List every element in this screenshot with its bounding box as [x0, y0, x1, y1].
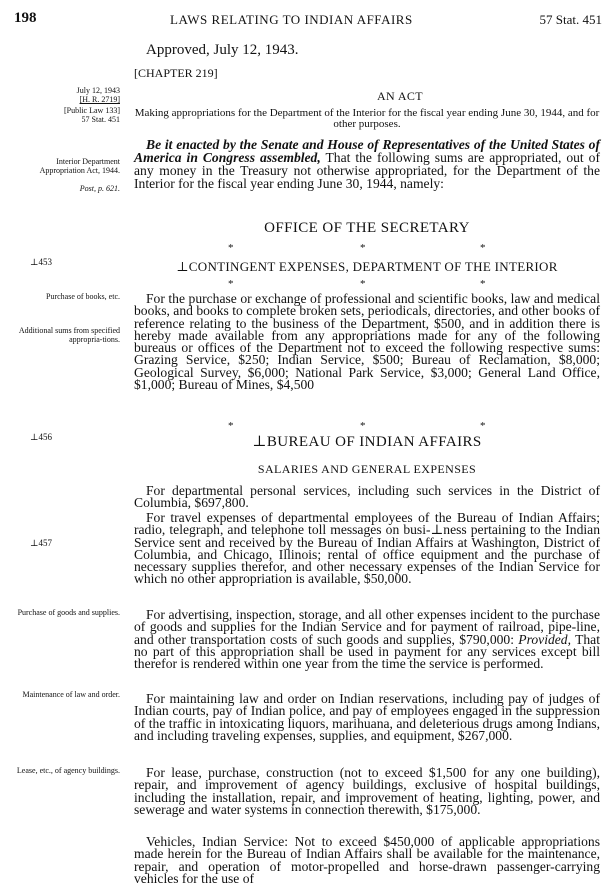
salaries-heading: SALARIES AND GENERAL EXPENSES — [257, 462, 477, 476]
office-heading: OFFICE OF THE SECRETARY — [264, 220, 470, 236]
page-number: 198 — [14, 10, 37, 26]
margin-mark-453: ⊥453 — [30, 257, 52, 267]
para-travel-expenses: For travel expenses of departmental employees of the Bureau of Indian Affairs; radio, telegraph, and telephone toll messages on busi-⊥ness pertaining to the Indian Service sent and received by the Bureau of Indian Affairs at Washington, District of Columbia, and Chicago, Illinois; rental of office equipment and the purchase of necessary supplies therefor, and other necessary expenses of the Indian Service for which no other appropriation is available, $50,000. — [134, 510, 600, 587]
margin-mark-456: ⊥456 — [30, 432, 52, 442]
enacting-clause-italic: Be it enacted by the Senate and House of Representatives of the United States of America in Congress assembled, — [134, 137, 600, 165]
star: * — [228, 420, 234, 432]
star: * — [480, 278, 486, 290]
star: * — [360, 242, 366, 254]
star: * — [480, 242, 486, 254]
proviso: Provided, — [518, 631, 572, 647]
sidenote-additional: Additional sums from specified appropria-tions. — [18, 326, 120, 344]
sidenote-law-order: Maintenance of law and order. — [22, 690, 120, 699]
para-lease: For lease, purchase, construction (not to exceed $1,500 for any one building), repair, and improvement of agency buildings, exclusive of hospital buildings, including the installation, repair, and improvement of heating, lighting, power, and sewerage and water systems in connection therewith, $175,000. — [134, 765, 600, 817]
bia-heading: ⊥BUREAU OF INDIAN AFFAIRS — [252, 434, 482, 450]
contingent-heading: ⊥CONTINGENT EXPENSES, DEPARTMENT OF THE INTERIOR — [176, 259, 558, 274]
sidenote-post: Post, p. 621. — [79, 184, 120, 193]
sidenote-goods: Purchase of goods and supplies. — [17, 608, 120, 617]
books-paragraph: For the purchase or exchange of professional and scientific books, law and medical books, and books to complete broken sets, periodicals, directories, and other books of reference relating to the business of the Department, $500, and in addition there is hereby made available from any appropriations made for any of the following bureaus or offices of the Department not to exceed the following respective sums: Grazing Service, $250; Indian Service, $500; Bureau of Reclamation, $8,000; Geological Survey, $6,000; National Park Service, $3,000; General Land Office, $1,000; Bureau of Mines, $4,500 — [134, 291, 600, 393]
act-description: Making appropriations for the Department of the Interior for the fiscal year ending June 30, 1944, and for other purposes. — [134, 107, 600, 130]
sidenote-bill: [H. R. 2719] — [79, 95, 120, 104]
star: * — [360, 278, 366, 290]
sidenote-public-law: [Public Law 133] — [64, 106, 120, 115]
para-law-order: For maintaining law and order on Indian reservations, including pay of judges of Indian courts, pay of Indian police, and pay of employees engaged in the suppression of the traffic in intoxicating liquors, marihuana, and deleterious drugs among Indians, and including traveling expenses, supplies, and equipment, $267,000. — [134, 691, 600, 743]
star: * — [228, 278, 234, 290]
star: * — [360, 420, 366, 432]
para-advertising-a: For advertising, inspection, storage, and all other expenses incident to the purchase of goods and supplies for the Indian Service and for payment of railroad, pipe-line, and other transportation costs of such goods and supplies, $790,000: — [134, 607, 600, 647]
sidenote-date: July 12, 1943 — [76, 86, 120, 95]
margin-mark-457: ⊥457 — [30, 538, 52, 548]
approved-date: Approved, July 12, 1943. — [146, 42, 299, 58]
chapter-label: [CHAPTER 219] — [134, 66, 218, 80]
sidenote-interior-1: Interior Department — [56, 157, 120, 166]
enacting-clause — [134, 138, 600, 190]
para-advertising-b: That no part of this appropriation shall be used in payment for any services except bill therefor is rendered within one year from the time the service is performed. — [134, 631, 600, 672]
para-advertising — [134, 609, 600, 670]
para-personal-services: For departmental personal services, including such services in the District of Columbia, $697,800. — [134, 483, 600, 511]
sidenote-stat: 57 Stat. 451 — [81, 115, 120, 124]
header-stat-reference: 57 Stat. 451 — [539, 12, 602, 27]
star: * — [480, 420, 486, 432]
sidenote-lease: Lease, etc., of agency buildings. — [16, 766, 120, 775]
running-title: LAWS RELATING TO INDIAN AFFAIRS — [170, 12, 413, 27]
star: * — [228, 242, 234, 254]
enacting-clause-rest: That the following sums are appropriated, out of any money in the Treasury not otherwise appropriated, for the Department of the Interior for the fiscal year ending June 30, 1944, namely: — [134, 150, 601, 191]
sidenote-books: Purchase of books, etc. — [46, 292, 120, 301]
para-vehicles: Vehicles, Indian Service: Not to exceed $450,000 of applicable appropriations made herein for the Bureau of Indian Affairs shall be available for the maintenance, repair, and operation of motor-propelled and horse-drawn passenger-carrying vehicles for the use of — [134, 834, 600, 886]
sidenote-interior-2: Appropriation Act, 1944. — [39, 166, 120, 175]
act-heading: AN ACT — [376, 89, 424, 103]
